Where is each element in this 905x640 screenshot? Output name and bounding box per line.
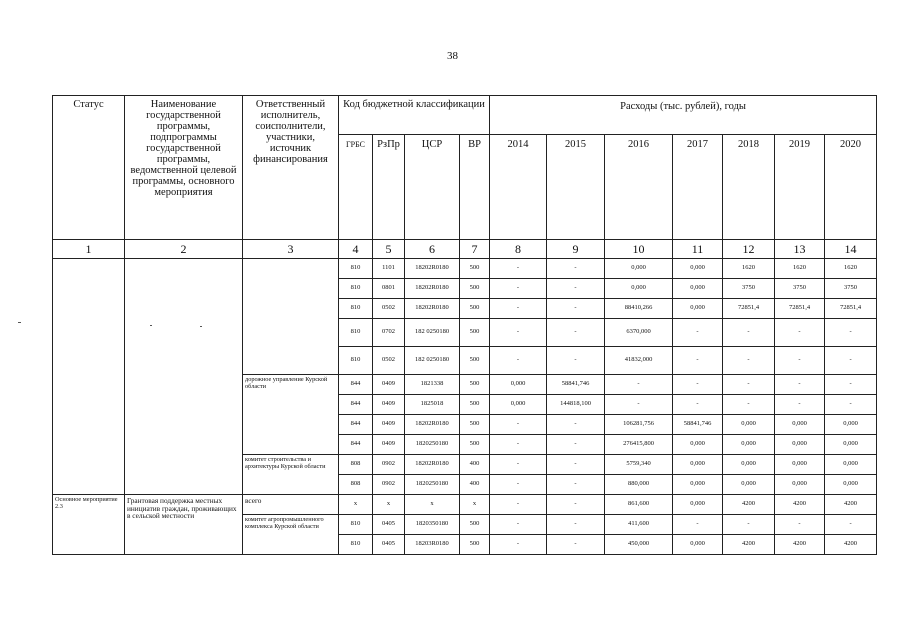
table-cell: 1620 <box>723 259 775 279</box>
table-cell: 0502 <box>373 347 405 375</box>
table-cell: 0409 <box>373 435 405 455</box>
table-cell: 844 <box>339 435 373 455</box>
column-number: 7 <box>460 240 490 259</box>
table-cell: 500 <box>460 299 490 319</box>
table-cell: - <box>775 515 825 535</box>
table-cell: 400 <box>460 475 490 495</box>
table-cell: 0,000 <box>673 299 723 319</box>
table-cell: 1820250180 <box>405 435 460 455</box>
table-cell: 4200 <box>825 535 877 555</box>
header-grbs: ГРБС <box>339 135 373 240</box>
table-cell: 0,000 <box>605 279 673 299</box>
table-cell: 450,000 <box>605 535 673 555</box>
table-cell: 0,000 <box>723 435 775 455</box>
table-cell: x <box>339 495 373 515</box>
table-cell: 0,000 <box>673 279 723 299</box>
table-cell: 0405 <box>373 535 405 555</box>
header-budget-code: Код бюджетной классификации <box>339 96 490 135</box>
header-year: 2018 <box>723 135 775 240</box>
status-cell: Основное мероприятие 2.3 <box>53 495 125 555</box>
table-cell: 0,000 <box>673 455 723 475</box>
table-cell: - <box>547 347 605 375</box>
responsible-cell: всего <box>243 495 339 515</box>
table-cell: 808 <box>339 455 373 475</box>
table-row <box>53 495 877 515</box>
table-cell: 500 <box>460 319 490 347</box>
table-cell: 58841,746 <box>673 415 723 435</box>
table-cell: 88410,266 <box>605 299 673 319</box>
table-cell: 18202R0180 <box>405 455 460 475</box>
table-cell: - <box>490 475 547 495</box>
table-cell: 3750 <box>825 279 877 299</box>
header-name: Наименование государственной программы, подпрограммы государственной программы, ведомственной целевой программы, основного мероприятия <box>125 96 243 240</box>
table-cell: 0,000 <box>723 475 775 495</box>
table-cell: 72851,4 <box>775 299 825 319</box>
header-row-top <box>53 96 877 135</box>
table-cell: 500 <box>460 395 490 415</box>
table-cell: x <box>460 495 490 515</box>
table-cell: 0,000 <box>723 415 775 435</box>
table-cell: 182 0250180 <box>405 347 460 375</box>
table-cell: 0409 <box>373 375 405 395</box>
table-cell: 0,000 <box>775 435 825 455</box>
table-cell: 72851,4 <box>825 299 877 319</box>
column-number: 6 <box>405 240 460 259</box>
program-name-cell: Грантовая поддержка местных инициатив граждан, проживающих в сельской местности <box>125 495 243 555</box>
table-cell: 1820250180 <box>405 475 460 495</box>
table-cell: 1821338 <box>405 375 460 395</box>
table-cell: 1620 <box>775 259 825 279</box>
table-cell: 72851,4 <box>723 299 775 319</box>
table-cell: - <box>723 375 775 395</box>
header-responsible: Ответственный исполнитель, соисполнители, участники, источник финансирования <box>243 96 339 240</box>
responsible-cell: комитет строительства и архитектуры Курской области <box>243 455 339 495</box>
column-number: 8 <box>490 240 547 259</box>
table-cell: 810 <box>339 347 373 375</box>
table-cell: 500 <box>460 279 490 299</box>
table-cell: 0,000 <box>490 395 547 415</box>
header-year: 2019 <box>775 135 825 240</box>
table-cell: 0405 <box>373 515 405 535</box>
table-cell: 500 <box>460 435 490 455</box>
header-year: 2017 <box>673 135 723 240</box>
table-cell: 0,000 <box>775 455 825 475</box>
table-cell: 18202R0180 <box>405 415 460 435</box>
table-cell: - <box>775 347 825 375</box>
column-number: 3 <box>243 240 339 259</box>
table-cell: - <box>490 347 547 375</box>
table-cell: - <box>490 535 547 555</box>
table-cell: - <box>547 279 605 299</box>
column-number: 9 <box>547 240 605 259</box>
table-cell: 844 <box>339 375 373 395</box>
table-cell: 41832,000 <box>605 347 673 375</box>
table-cell: - <box>673 347 723 375</box>
table-cell: x <box>373 495 405 515</box>
table-cell: 810 <box>339 259 373 279</box>
table-cell: 0,000 <box>723 455 775 475</box>
table-cell: 18202R0180 <box>405 259 460 279</box>
table-cell: 0409 <box>373 415 405 435</box>
table-cell: 0,000 <box>673 435 723 455</box>
table-cell: 810 <box>339 299 373 319</box>
table-cell: 0902 <box>373 475 405 495</box>
column-number: 10 <box>605 240 673 259</box>
table-cell: - <box>490 435 547 455</box>
table-cell: 0,000 <box>825 475 877 495</box>
table-cell: 500 <box>460 535 490 555</box>
scan-speck <box>200 326 202 327</box>
column-number: 1 <box>53 240 125 259</box>
header-vr: ВР <box>460 135 490 240</box>
table-cell: 844 <box>339 415 373 435</box>
table-cell: - <box>547 515 605 535</box>
table-cell: - <box>490 455 547 475</box>
table-cell: - <box>547 475 605 495</box>
table-cell: 182 0250180 <box>405 319 460 347</box>
table-cell: 0,000 <box>825 435 877 455</box>
table-cell: 18202R0180 <box>405 279 460 299</box>
table-cell: - <box>825 395 877 415</box>
table-cell: 500 <box>460 515 490 535</box>
table-cell: 500 <box>460 375 490 395</box>
responsible-cell: комитет агропромышленного комплекса Курской области <box>243 515 339 555</box>
table-cell: 500 <box>460 347 490 375</box>
table-cell: - <box>547 259 605 279</box>
table-cell: 1620 <box>825 259 877 279</box>
table-cell: - <box>825 515 877 535</box>
table-cell: 411,600 <box>605 515 673 535</box>
header-expenses: Расходы (тыс. рублей), годы <box>490 96 877 135</box>
table-cell: - <box>490 279 547 299</box>
table-cell: 810 <box>339 515 373 535</box>
table-cell: 0,000 <box>605 259 673 279</box>
table-cell: 0,000 <box>775 475 825 495</box>
table-cell: 4200 <box>825 495 877 515</box>
header-status: Статус <box>53 96 125 240</box>
table-cell: 400 <box>460 455 490 475</box>
column-number: 5 <box>373 240 405 259</box>
table-cell: 500 <box>460 415 490 435</box>
table-cell: 500 <box>460 259 490 279</box>
scan-speck <box>150 325 152 326</box>
table-cell: 0409 <box>373 395 405 415</box>
table-row <box>53 259 877 279</box>
responsible-cell: дорожное управление Курской области <box>243 375 339 455</box>
table-cell: - <box>723 395 775 415</box>
responsible-cell <box>243 259 339 375</box>
table-cell: - <box>547 435 605 455</box>
table-cell: - <box>673 319 723 347</box>
table-cell: - <box>605 395 673 415</box>
table-cell: 861,600 <box>605 495 673 515</box>
table-cell: - <box>547 535 605 555</box>
page-number: 38 <box>447 50 458 62</box>
table-cell: 1101 <box>373 259 405 279</box>
table-cell: 0,000 <box>673 495 723 515</box>
table-cell: - <box>547 319 605 347</box>
table-cell: - <box>825 347 877 375</box>
table-cell: - <box>605 375 673 395</box>
table-cell: 0,000 <box>775 415 825 435</box>
header-year: 2016 <box>605 135 673 240</box>
column-number: 4 <box>339 240 373 259</box>
table-cell: 0,000 <box>490 375 547 395</box>
table-cell: 5759,340 <box>605 455 673 475</box>
table-cell: - <box>547 455 605 475</box>
table-cell: - <box>547 415 605 435</box>
column-number-row <box>53 240 877 259</box>
table-cell: 0,000 <box>825 415 877 435</box>
table-cell: 844 <box>339 395 373 415</box>
table-cell: - <box>547 299 605 319</box>
table-cell: 0,000 <box>673 475 723 495</box>
column-number: 2 <box>125 240 243 259</box>
table-cell: - <box>490 415 547 435</box>
table-cell: 58841,746 <box>547 375 605 395</box>
table-cell: 0,000 <box>825 455 877 475</box>
table-cell: 3750 <box>723 279 775 299</box>
table-cell: 1825018 <box>405 395 460 415</box>
table-cell: - <box>775 375 825 395</box>
column-number: 14 <box>825 240 877 259</box>
table-cell: - <box>490 259 547 279</box>
table-cell: - <box>490 495 547 515</box>
table-cell: - <box>673 375 723 395</box>
table-cell: 4200 <box>775 535 825 555</box>
column-number: 11 <box>673 240 723 259</box>
table-cell: - <box>490 319 547 347</box>
table-cell: 1820350180 <box>405 515 460 535</box>
table-cell: - <box>673 515 723 535</box>
table-cell: 810 <box>339 279 373 299</box>
table-cell: 0801 <box>373 279 405 299</box>
table-cell: - <box>490 299 547 319</box>
table-cell: 18203R0180 <box>405 535 460 555</box>
table-cell: 0702 <box>373 319 405 347</box>
table-cell: 880,000 <box>605 475 673 495</box>
table-cell: 6370,000 <box>605 319 673 347</box>
table-cell: - <box>547 495 605 515</box>
header-csr: ЦСР <box>405 135 460 240</box>
table-cell: 0,000 <box>673 259 723 279</box>
status-cell <box>53 259 125 495</box>
scan-speck <box>18 322 21 323</box>
header-year: 2015 <box>547 135 605 240</box>
budget-table <box>52 95 877 555</box>
table-cell: x <box>405 495 460 515</box>
column-number: 12 <box>723 240 775 259</box>
table-cell: - <box>490 515 547 535</box>
table-cell: 3750 <box>775 279 825 299</box>
table-cell: - <box>673 395 723 415</box>
header-year: 2020 <box>825 135 877 240</box>
table-cell: 0902 <box>373 455 405 475</box>
table-cell: 0502 <box>373 299 405 319</box>
table-cell: 4200 <box>723 495 775 515</box>
table-cell: - <box>825 375 877 395</box>
table-cell: - <box>825 319 877 347</box>
table-cell: 0,000 <box>673 535 723 555</box>
table-cell: - <box>723 319 775 347</box>
table-cell: 4200 <box>723 535 775 555</box>
table-cell: 810 <box>339 319 373 347</box>
table-cell: 18202R0180 <box>405 299 460 319</box>
table-cell: - <box>723 515 775 535</box>
header-year: 2014 <box>490 135 547 240</box>
program-name-cell <box>125 259 243 495</box>
table-cell: 4200 <box>775 495 825 515</box>
table-cell: 276415,800 <box>605 435 673 455</box>
table-cell: - <box>723 347 775 375</box>
table-cell: 810 <box>339 535 373 555</box>
table-cell: 144818,100 <box>547 395 605 415</box>
table-cell: 808 <box>339 475 373 495</box>
header-rzpr: РзПр <box>373 135 405 240</box>
table-cell: 106281,756 <box>605 415 673 435</box>
table-body <box>53 240 877 555</box>
table-cell: - <box>775 395 825 415</box>
table-cell: - <box>775 319 825 347</box>
column-number: 13 <box>775 240 825 259</box>
